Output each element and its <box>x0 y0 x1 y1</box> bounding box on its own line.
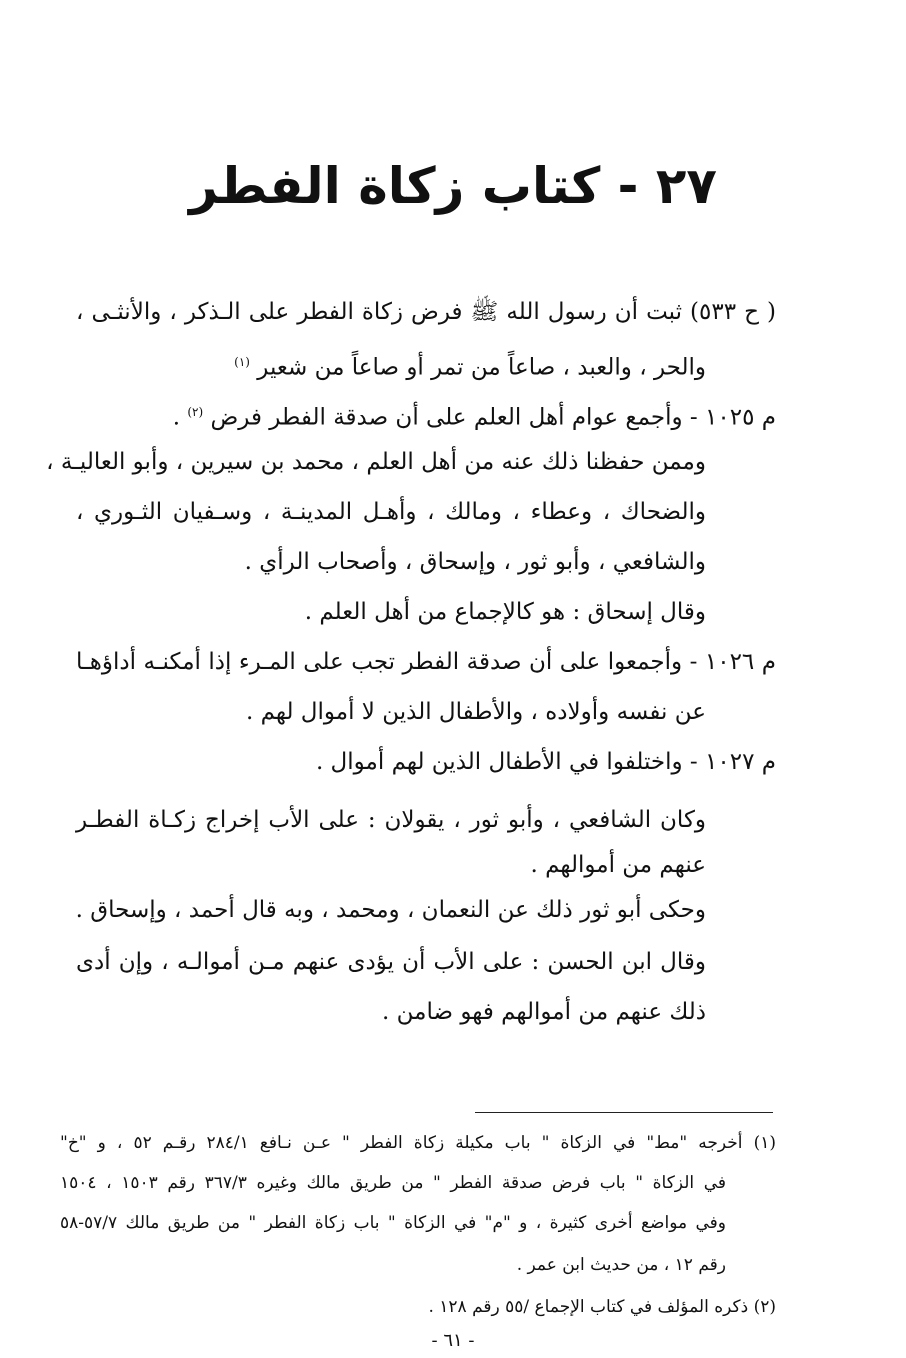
footnote-line: (١) أخرجه "مط" في الزكاة " باب مكيلة زكاة الفطر " عـن نـافع ٢٨٤/١ رقـم ٥٢ ، و "خ" <box>60 1133 776 1153</box>
footnote-line: (٢) ذكره المؤلف في كتاب الإجماع /٥٥ رقم ١٢٨ . <box>428 1297 776 1317</box>
body-line: وقال ابن الحسن : على الأب أن يؤدى عنهم مـن أموالـه ، وإن أدى <box>76 949 706 975</box>
body-line: وكان الشافعي ، وأبو ثور ، يقولان : على الأب إخراج زكـاة الفطـر <box>76 807 706 833</box>
footnote-separator <box>475 1112 773 1113</box>
footnote-mark: (١) <box>234 355 250 369</box>
body-line: م ١٠٢٦ - وأجمعوا على أن صدقة الفطر تجب على المـرء إذا أمكنـه أداؤهـا <box>76 649 776 675</box>
body-line: ذلك عنهم من أموالهم فهو ضامن . <box>382 999 706 1025</box>
body-line: م ١٠٢٥ - وأجمع عوام أهل العلم على أن صدقة الفطر فرض $^{(٢)}$ . <box>172 404 776 431</box>
body-line: م ١٠٢٧ - واختلفوا في الأطفال الذين لهم أموال . <box>315 749 776 775</box>
footnote-mark: (٢) <box>187 405 204 419</box>
page-number: - ٦١ - <box>431 1330 475 1351</box>
footnote-line: في الزكاة " باب فرض صدقة الفطر " من طريق مالك وغيره ٣٦٧/٣ رقم ١٥٠٣ ، ١٥٠٤ <box>60 1173 726 1193</box>
body-line: ( ح ٥٣٣) ثبت أن رسول الله ﷺ فرض زكاة الفطر على الـذكر ، والأنثـى ، <box>76 299 776 325</box>
chapter-title: ٢٧ - كتاب زكاة الفطر <box>189 157 717 215</box>
footnote-line: رقم ١٢ ، من حديث ابن عمر . <box>516 1255 726 1275</box>
body-line: وممن حفظنا ذلك عنه من أهل العلم ، محمد بن سيرين ، وأبو العاليـة ، <box>46 449 706 475</box>
body-line: عنهم من أموالهم . <box>530 852 706 878</box>
body-line: وقال إسحاق : هو كالإجماع من أهل العلم . <box>304 599 706 625</box>
body-line: عن نفسه وأولاده ، والأطفال الذين لا أموال لهم . <box>245 699 706 725</box>
body-line: والضحاك ، وعطاء ، ومالك ، وأهـل المدينـة ، وسـفيان الثـوري ، <box>76 499 706 525</box>
body-line: وحكى أبو ثور ذلك عن النعمان ، ومحمد ، وبه قال أحمد ، وإسحاق . <box>75 897 706 923</box>
body-line-text: م ١٠٢٥ - وأجمع عوام أهل العلم على أن صدقة الفطر فرض <box>210 404 776 431</box>
body-line: والشافعي ، وأبو ثور ، وإسحاق ، وأصحاب الرأي . <box>244 549 706 575</box>
body-line-text: والحر ، والعبد ، صاعاً من تمر أو صاعاً من شعير <box>257 354 706 381</box>
footnote-line: وفي مواضع أخرى كثيرة ، و "م" في الزكاة " باب زكاة الفطر " من طريق مالك ٥٧/٧-٥٨ <box>60 1213 726 1233</box>
body-line <box>234 342 706 388</box>
